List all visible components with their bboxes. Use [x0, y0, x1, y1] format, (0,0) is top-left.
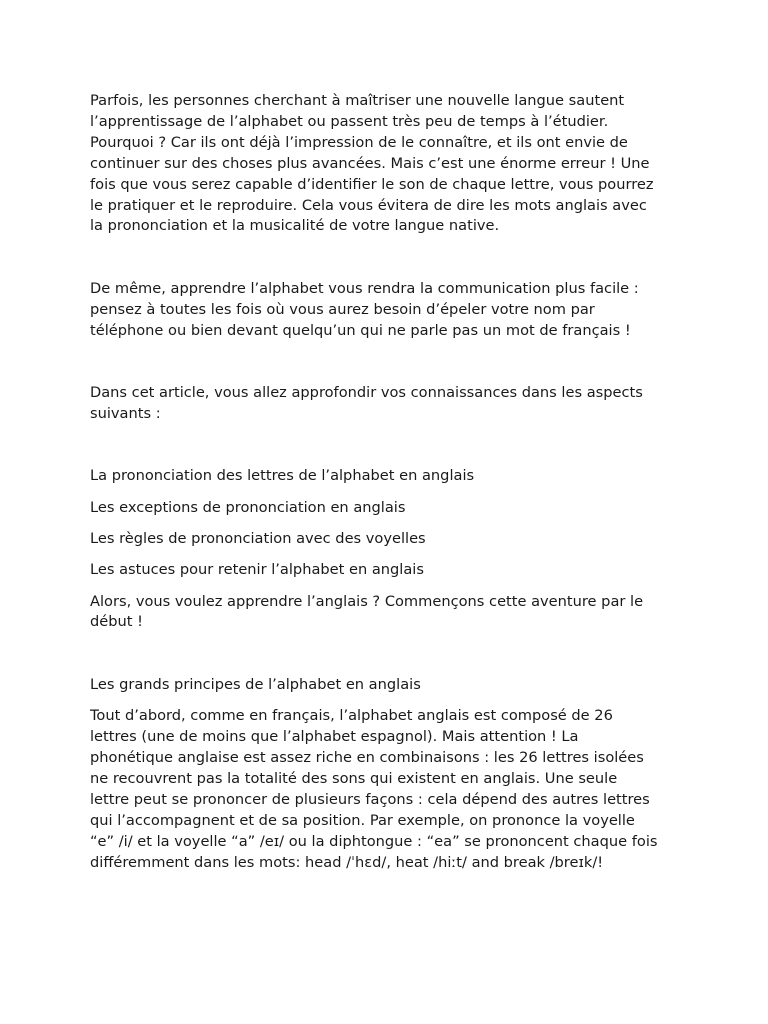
transition-paragraph: Alors, vous voulez apprendre l’anglais ? Commençons cette aventure par le début !	[90, 592, 644, 631]
list-item: Les règles de prononciation avec des voyelles	[90, 529, 426, 547]
list-item: Les exceptions de prononciation en anglais	[90, 498, 406, 516]
list-item: La prononciation des lettres de l’alphabet en anglais	[90, 467, 475, 485]
list-item: Les astuces pour retenir l’alphabet en anglais	[90, 561, 424, 579]
intro-paragraph: Parfois, les personnes cherchant à maîtriser une nouvelle langue sautent l’apprentissage de l’alphabet ou passent très peu de temps à l’étudier. Pourquoi ? Car ils ont déjà l’impression de le connaître, et ils ont envie de continuer sur des choses plus avancées. Mais c’est une énorme erreur ! Une fois que vous serez capable d’identifier le son de chaque lettre, vous pourrez le pratiquer et le reproduire. Cela vous évitera de dire les mots anglais avec la prononciation et la musicalité de votre langue native.	[90, 92, 654, 235]
principles-paragraph: Tout d’abord, comme en français, l’alphabet anglais est composé de 26 lettres (une de moins que l’alphabet espagnol). Mais attention ! La phonétique anglaise est assez riche en combinaisons : les 26 lettres isolées ne recouvrent pas la totalité des sons qui existent en anglais. Une seule lettre peut se prononcer de plusieurs façons : cela dépend des autres lettres qui l’accompagnent et de sa position. Par exemple, on prononce la voyelle “e” /i/ et la voyelle “a” /eɪ/ ou la diphtongue : “ea” se prononcent chaque fois différemment dans les mots: head /ˈhɛd/, heat /hiːt/ and break /breɪk/!	[90, 707, 658, 871]
article-aspects-paragraph: Dans cet article, vous allez approfondir vos connaissances dans les aspects suivants :	[90, 384, 643, 422]
section-heading: Les grands principes de l’alphabet en anglais	[90, 675, 421, 693]
communication-paragraph: De même, apprendre l’alphabet vous rendra la communication plus facile : pensez à toutes les fois où vous aurez besoin d’épeler votre nom par téléphone ou bien devant quelqu’un qui ne parle pas un mot de français !	[90, 279, 639, 339]
document-page	[90, 91, 680, 873]
